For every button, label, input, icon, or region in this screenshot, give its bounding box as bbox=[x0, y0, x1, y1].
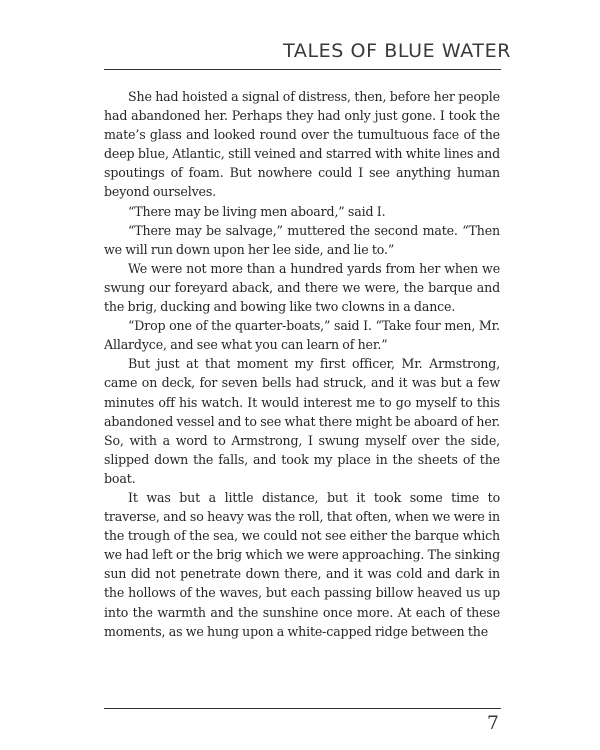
paragraph: But just at that moment my first officer, Mr. Armstrong, came on deck, for seven bells had struck, and it was but a few minutes off his watch. It would interest me to go myself to this abandoned vessel and to see what there might be aboard of her. So, with a word to Armstrong, I swung myself over the side, slipped down the falls, and took my place in the sheets of the boat. bbox=[104, 356, 500, 486]
paragraph: “There may be living men aboard,” said I. bbox=[128, 203, 386, 219]
paragraph: She had hoisted a signal of distress, then, before her people had abandoned her. Perhaps they had only just gone. I took the mate’s glass and looked round over the tumultuous face of the deep blue, Atlantic, still veined and starred with white lines and spoutings of foam. But nowhere could I see anything human beyond ourselves. bbox=[104, 89, 500, 200]
paragraph: “There may be salvage,” muttered the second mate. “Then we will run down upon her lee side, and lie to.” bbox=[104, 222, 500, 257]
page-number: 7 bbox=[486, 712, 499, 734]
paragraph: We were not more than a hundred yards from her when we swung our foreyard aback, and there we were, the barque and the brig, ducking and bowing like two clowns in a dance. bbox=[104, 260, 500, 315]
running-head-title: TALES OF BLUE WATER bbox=[283, 40, 511, 62]
paragraph: “Drop one of the quarter-boats,” said I. “Take four men, Mr. Allardyce, and see what you can learn of her.” bbox=[104, 318, 500, 353]
body-text bbox=[104, 87, 500, 641]
footer-rule bbox=[104, 708, 501, 709]
header-rule bbox=[104, 69, 501, 70]
paragraph: It was but a little distance, but it took some time to traverse, and so heavy was the roll, that often, when we were in the trough of the sea, we could not see either the barque which we had left or the brig which we were approaching. The sinking sun did not penetrate down there, and it was cold and dark in the hollows of the waves, but each passing billow heaved us up into the warmth and the sunshine once more. At each of these moments, as we hung upon a white-capped ridge between the bbox=[104, 489, 500, 639]
